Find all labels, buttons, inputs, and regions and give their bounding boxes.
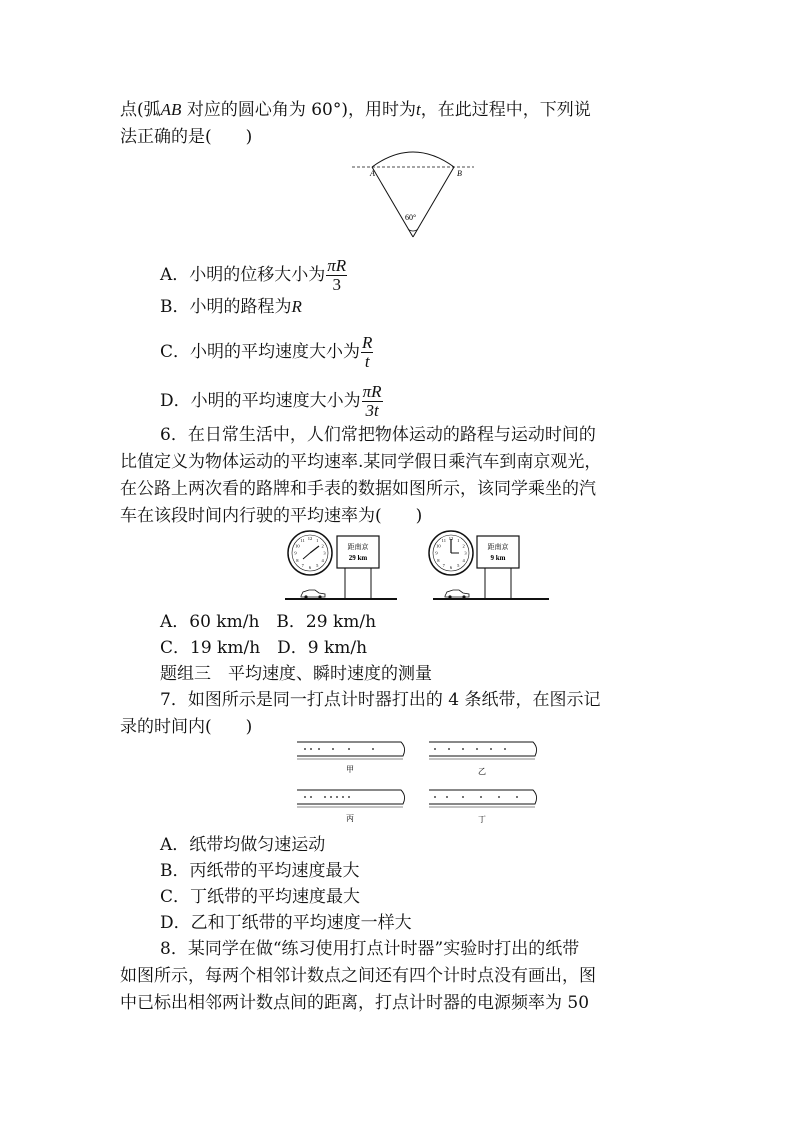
section-title: 题组三 平均速度、瞬时速度的测量 — [160, 664, 432, 684]
clock-numeral: 8 — [296, 557, 299, 563]
clock-numeral: 7 — [301, 563, 304, 569]
q5-option-a: A．小明的位移大小为 $\frac{\pi R}{3}$ — [160, 256, 347, 294]
clock-numeral: 6 — [308, 565, 312, 571]
svg-text:丁: 丁 — [478, 815, 486, 824]
q6-line-2: 比值定义为物体运动的平均速率.某同学假日乘汽车到南京观光， — [120, 452, 602, 472]
paper-tape — [429, 742, 537, 776]
clock-numeral: 1 — [457, 538, 460, 543]
q7-option-a: A．纸带均做匀速运动 — [160, 835, 326, 855]
car-icon — [301, 590, 325, 599]
q5-option-c: C．小明的平均速度大小为 $\frac{R}{t}$ — [160, 333, 373, 371]
paper-tape — [297, 790, 405, 823]
paper-tapes-figure — [295, 738, 545, 830]
fraction: $\frac{\pi R}{3}$ — [327, 256, 347, 294]
fraction: $\frac{R}{t}$ — [362, 333, 373, 371]
clock-numeral: 6 — [449, 565, 453, 571]
svg-text:乙: 乙 — [478, 767, 486, 776]
sign-text: 距南京 — [347, 543, 369, 551]
q6-line-1: 6．在日常生活中，人们常把物体运动的路程与运动时间的 — [160, 425, 596, 445]
clock-numeral: 5 — [316, 563, 319, 569]
label-a: A — [370, 169, 375, 178]
q7-line-2: 录的时间内( ) — [120, 717, 253, 737]
clock-numeral: 12 — [307, 536, 313, 542]
q5-option-d: D．小明的平均速度大小为 $\frac{\pi R}{3t}$ — [160, 382, 382, 420]
sign-text: 距南京 — [487, 543, 509, 551]
clock-numeral: 3 — [464, 550, 467, 556]
clock-numeral: 10 — [295, 543, 300, 549]
q7-line-1: 7．如图所示是同一打点计时器打出的 4 条纸带，在图示记 — [160, 690, 601, 710]
clock-numeral: 11 — [441, 538, 446, 543]
clock-numeral: 11 — [300, 538, 305, 543]
svg-text:甲: 甲 — [346, 765, 354, 774]
car-icon — [445, 590, 469, 599]
q7-option-c: C．丁纸带的平均速度最大 — [160, 887, 361, 907]
q6-options-row-2: C．19 km/h D．9 km/h — [160, 638, 368, 658]
clock-numeral: 5 — [457, 563, 460, 569]
q7-option-d: D．乙和丁纸带的平均速度一样大 — [160, 913, 412, 933]
distance-sign — [477, 536, 519, 568]
clock-numeral: 10 — [436, 543, 441, 549]
q6-line-4: 车在该段时间内行驶的平均速率为( ) — [120, 506, 423, 526]
clock-numeral: 12 — [448, 536, 454, 542]
clock-numeral: 7 — [442, 563, 445, 569]
q8-line-1: 8．某同学在做“练习使用打点计时器”实验时打出的纸带 — [160, 939, 580, 959]
q5-line-2: 法正确的是( ) — [120, 127, 253, 147]
q8-line-2: 如图所示，每两个相邻计数点之间还有四个计时点没有画出，图 — [120, 966, 596, 986]
sign-distance: 29 km — [348, 554, 368, 562]
clock-numeral: 2 — [462, 543, 465, 549]
clock-numeral: 8 — [437, 557, 440, 563]
fraction: $\frac{\pi R}{3t}$ — [362, 382, 382, 420]
clock-numeral: 4 — [321, 557, 324, 563]
clock-numeral: 3 — [323, 550, 326, 556]
sign-distance: 9 km — [490, 554, 506, 562]
svg-text:丙: 丙 — [346, 814, 354, 823]
q5-line-1: 点(弧AB 对应的圆心角为 60°)，用时为t，在此过程中，下列说 — [120, 100, 591, 120]
clock-sign-figure — [285, 526, 553, 606]
angle-label: 60° — [405, 213, 417, 222]
clock-numeral: 1 — [316, 538, 319, 543]
clock-numeral: 2 — [321, 543, 324, 549]
paper-tape — [297, 742, 405, 774]
q6-line-3: 在公路上两次看的路牌和手表的数据如图所示，该同学乘坐的汽 — [120, 479, 596, 499]
q5-option-b: B．小明的路程为R — [160, 297, 302, 317]
q6-options-row-1: A．60 km/h B．29 km/h — [160, 612, 377, 632]
q7-option-b: B．丙纸带的平均速度最大 — [160, 861, 360, 881]
clock-numeral: 4 — [462, 557, 465, 563]
distance-sign — [337, 536, 379, 568]
label-b: B — [457, 169, 462, 178]
q8-line-3: 中已标出相邻两计数点间的距离，打点计时器的电源频率为 50 — [120, 993, 590, 1013]
paper-tape — [429, 790, 537, 824]
clock-numeral: 9 — [435, 550, 438, 556]
sector-figure — [350, 145, 480, 245]
clock-numeral: 9 — [294, 550, 297, 556]
